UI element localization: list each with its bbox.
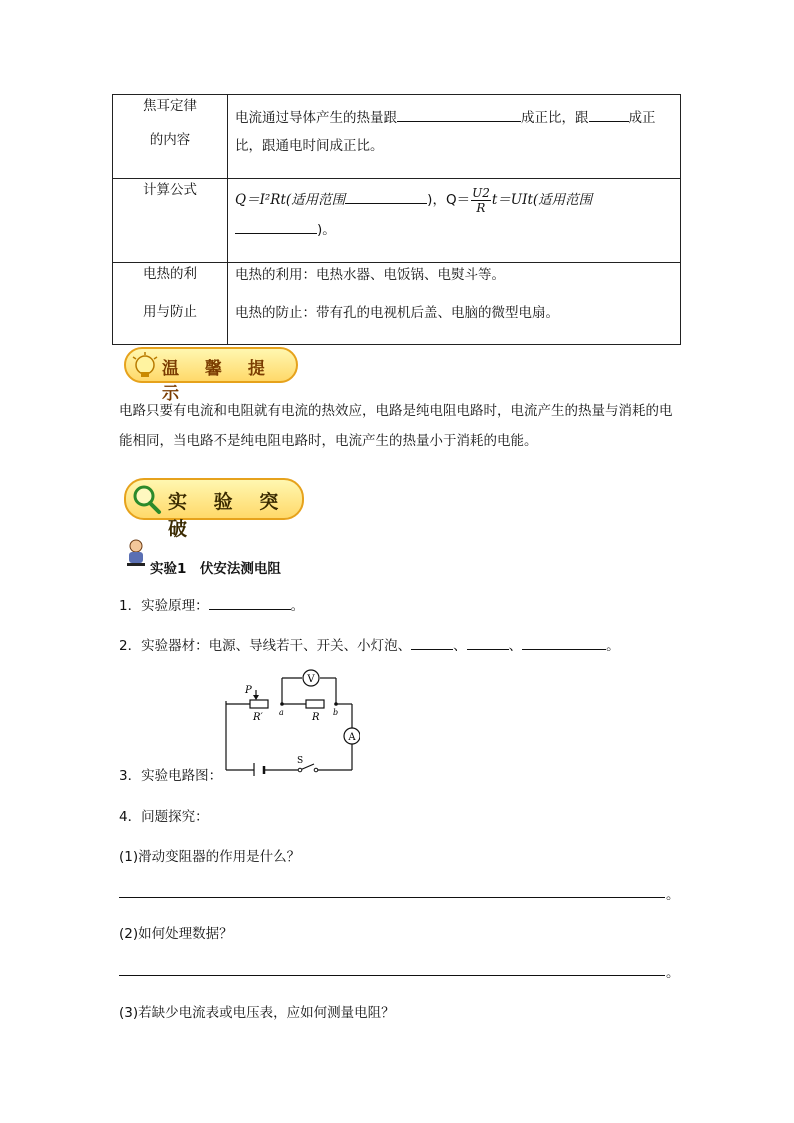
table-row-content — [113, 95, 681, 179]
formula-part-1: Q＝I²Rt(适用范围 — [235, 192, 346, 208]
item-questions: 4．问题探究： — [119, 809, 209, 825]
question-3: (3)若缺少电流表或电压表，应如何测量电阻？ — [119, 1005, 395, 1021]
item-materials-end: 。 — [606, 638, 620, 654]
table-row-formula — [113, 179, 681, 263]
ammeter-label: A — [348, 732, 356, 743]
resistor-label: R — [312, 712, 320, 723]
row-head-line2: 用与防止 — [143, 304, 197, 320]
formula-part-3: t＝UIt(适用范围 — [491, 192, 593, 208]
tip-text: 电路只要有电流和电阻就有电流的热效应，电路是纯电阻电路时，电流产生的热量与消耗的电能相同，当电路不是纯电阻电路时，电流产生的热量小于消耗的电能。 — [119, 403, 673, 449]
slider-arrow-head — [253, 695, 259, 700]
item-circuit: 3．实验电路图： — [119, 768, 223, 784]
node-a-dot — [280, 702, 284, 706]
node-b-label: b — [333, 708, 339, 717]
blank-1[interactable] — [397, 107, 521, 122]
fraction-denominator: R — [476, 200, 486, 215]
switch-label: S — [297, 756, 304, 766]
item-principle-end: 。 — [290, 598, 305, 614]
row-head-line1: 焦耳定律 — [143, 98, 197, 114]
answer-line-1[interactable] — [119, 897, 665, 898]
law-text-d: 比，跟通电时间成正比。 — [235, 138, 384, 154]
item-principle — [119, 594, 304, 614]
blank-3[interactable] — [345, 189, 427, 204]
item-materials-label: 2．实验器材：电源、导线若干、开关、小灯泡、 — [119, 638, 412, 654]
fraction — [471, 186, 491, 215]
answer-1-end: 。 — [666, 887, 680, 903]
blank-material-2[interactable] — [467, 635, 509, 650]
joule-law-table — [112, 94, 681, 345]
law-text-c: 成正 — [628, 110, 656, 126]
item-materials-sep2: 、 — [508, 638, 523, 654]
blank-material-1[interactable] — [411, 635, 453, 650]
law-text-a: 电流通过导体产生的热量跟 — [235, 110, 397, 126]
answer-line-2[interactable] — [119, 975, 665, 976]
teacher-icon — [125, 538, 147, 568]
experiment-title: 实验1 伏安法测电阻 — [150, 561, 281, 577]
switch-contact-right — [314, 768, 318, 772]
voltmeter-label: V — [307, 674, 315, 685]
row-head-content — [113, 95, 228, 179]
question-1: (1)滑动变阻器的作用是什么？ — [119, 849, 301, 865]
question-2: (2)如何处理数据？ — [119, 926, 233, 942]
row-head-line1: 电热的利 — [143, 266, 197, 282]
item-principle-label: 1．实验原理： — [119, 598, 209, 614]
row-body-use — [228, 263, 681, 345]
heat-prevent-text: 电热的防止：带有孔的电视机后盖、电脑的微型电扇。 — [235, 305, 559, 321]
item-materials — [119, 634, 620, 654]
law-text-b: 成正比，跟 — [521, 110, 589, 126]
item-materials-sep1: 、 — [453, 638, 467, 654]
blank-material-3[interactable] — [522, 635, 606, 650]
row-body-formula — [228, 179, 681, 263]
magnifier-icon — [130, 483, 162, 515]
bulb-icon — [130, 351, 160, 379]
table-row-use — [113, 263, 681, 345]
node-b-dot — [334, 702, 338, 706]
circuit-diagram — [220, 668, 360, 776]
row-head-use — [113, 263, 228, 345]
formula-part-2: )，Q＝ — [427, 192, 471, 208]
experiment-banner — [124, 478, 304, 540]
heat-use-text: 电热的利用：电热水器、电饭锅、电熨斗等。 — [235, 267, 505, 283]
tip-banner — [124, 347, 298, 404]
answer-2-end: 。 — [666, 965, 680, 981]
slider-label: P — [245, 685, 252, 696]
tip-banner-title: 温 馨 提 示 — [162, 359, 275, 404]
resistor-symbol — [306, 700, 324, 708]
experiment-banner-title: 实 验 突 破 — [168, 491, 289, 540]
row-body-content — [228, 95, 681, 179]
rheostat-symbol — [250, 700, 268, 708]
blank-principle[interactable] — [209, 595, 291, 610]
formula-part-4: )。 — [317, 222, 336, 238]
rheostat-label: R′ — [253, 712, 263, 723]
node-a-label: a — [279, 708, 284, 717]
blank-4[interactable] — [235, 219, 317, 234]
switch-contact-left — [298, 768, 302, 772]
blank-2[interactable] — [589, 107, 629, 122]
row-head-line2: 的内容 — [149, 132, 191, 148]
row-head-formula: 计算公式 — [113, 179, 228, 263]
fraction-numerator: U2 — [472, 185, 490, 200]
